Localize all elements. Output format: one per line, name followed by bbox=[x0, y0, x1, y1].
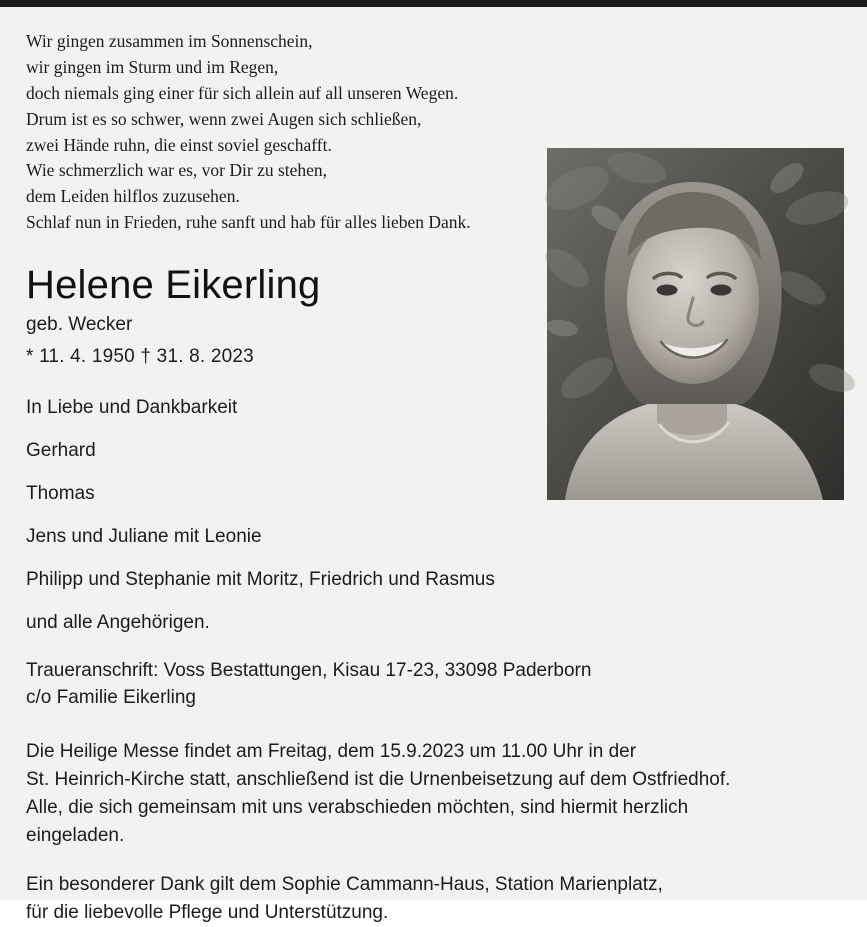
poem-line-3: doch niemals ging einer für sich allein auf all unseren Wegen. bbox=[26, 82, 459, 103]
mourner-line-2: Thomas bbox=[26, 483, 95, 505]
mourner-line-3: Jens und Juliane mit Leonie bbox=[26, 526, 262, 548]
service-line-3: Alle, die sich gemeinsam mit uns verabschieden möchten, sind hiermit herzlich bbox=[26, 797, 689, 819]
mourner-line-4: Philipp und Stephanie mit Moritz, Friedrich und Rasmus bbox=[26, 569, 495, 591]
service-line-4: eingeladen. bbox=[26, 825, 125, 847]
address-line-1: Traueranschrift: Voss Bestattungen, Kisau 17-23, 33098 Paderborn bbox=[26, 660, 592, 682]
condolence-address bbox=[26, 658, 841, 712]
thanks-line-2: für die liebevolle Pflege und Unterstützung. bbox=[26, 901, 389, 923]
special-thanks bbox=[26, 871, 826, 927]
mourner-line-5: und alle Angehörigen. bbox=[26, 612, 210, 634]
thanks-line-1: Ein besonderer Dank gilt dem Sophie Cammann-Haus, Station Marienplatz, bbox=[26, 873, 663, 895]
poem-line-5: zwei Hände ruhn, die einst soviel geschafft. bbox=[26, 134, 332, 155]
poem-line-6: Wie schmerzlich war es, vor Dir zu stehen, bbox=[26, 160, 328, 181]
service-line-1: Die Heilige Messe findet am Freitag, dem 15.9.2023 um 11.00 Uhr in der bbox=[26, 741, 637, 763]
poem-line-7: dem Leiden hilflos zuzusehen. bbox=[26, 186, 240, 207]
service-line-2: St. Heinrich-Kirche statt, anschließend ist die Urnenbeisetzung auf dem Ostfriedhof. bbox=[26, 769, 731, 791]
mourners-intro: In Liebe und Dankbarkeit bbox=[26, 397, 238, 419]
poem-line-1: Wir gingen zusammen im Sonnenschein, bbox=[26, 31, 313, 51]
deceased-name: Helene Eikerling bbox=[26, 263, 321, 308]
address-line-2: c/o Familie Eikerling bbox=[26, 687, 196, 709]
poem-line-8: Schlaf nun in Frieden, ruhe sanft und hab für alles lieben Dank. bbox=[26, 212, 471, 233]
birth-death-dates: * 11. 4. 1950 † 31. 8. 2023 bbox=[26, 346, 254, 368]
poem-line-2: wir gingen im Sturm und im Regen, bbox=[26, 56, 279, 77]
maiden-name: geb. Wecker bbox=[26, 314, 133, 336]
top-border-rule bbox=[0, 0, 867, 7]
service-details bbox=[26, 738, 826, 850]
portrait-photo bbox=[547, 148, 844, 500]
memorial-poem bbox=[26, 29, 566, 236]
poem-line-4: Drum ist es so schwer, wenn zwei Augen sich schließen, bbox=[26, 108, 422, 129]
mourner-line-1: Gerhard bbox=[26, 440, 96, 462]
